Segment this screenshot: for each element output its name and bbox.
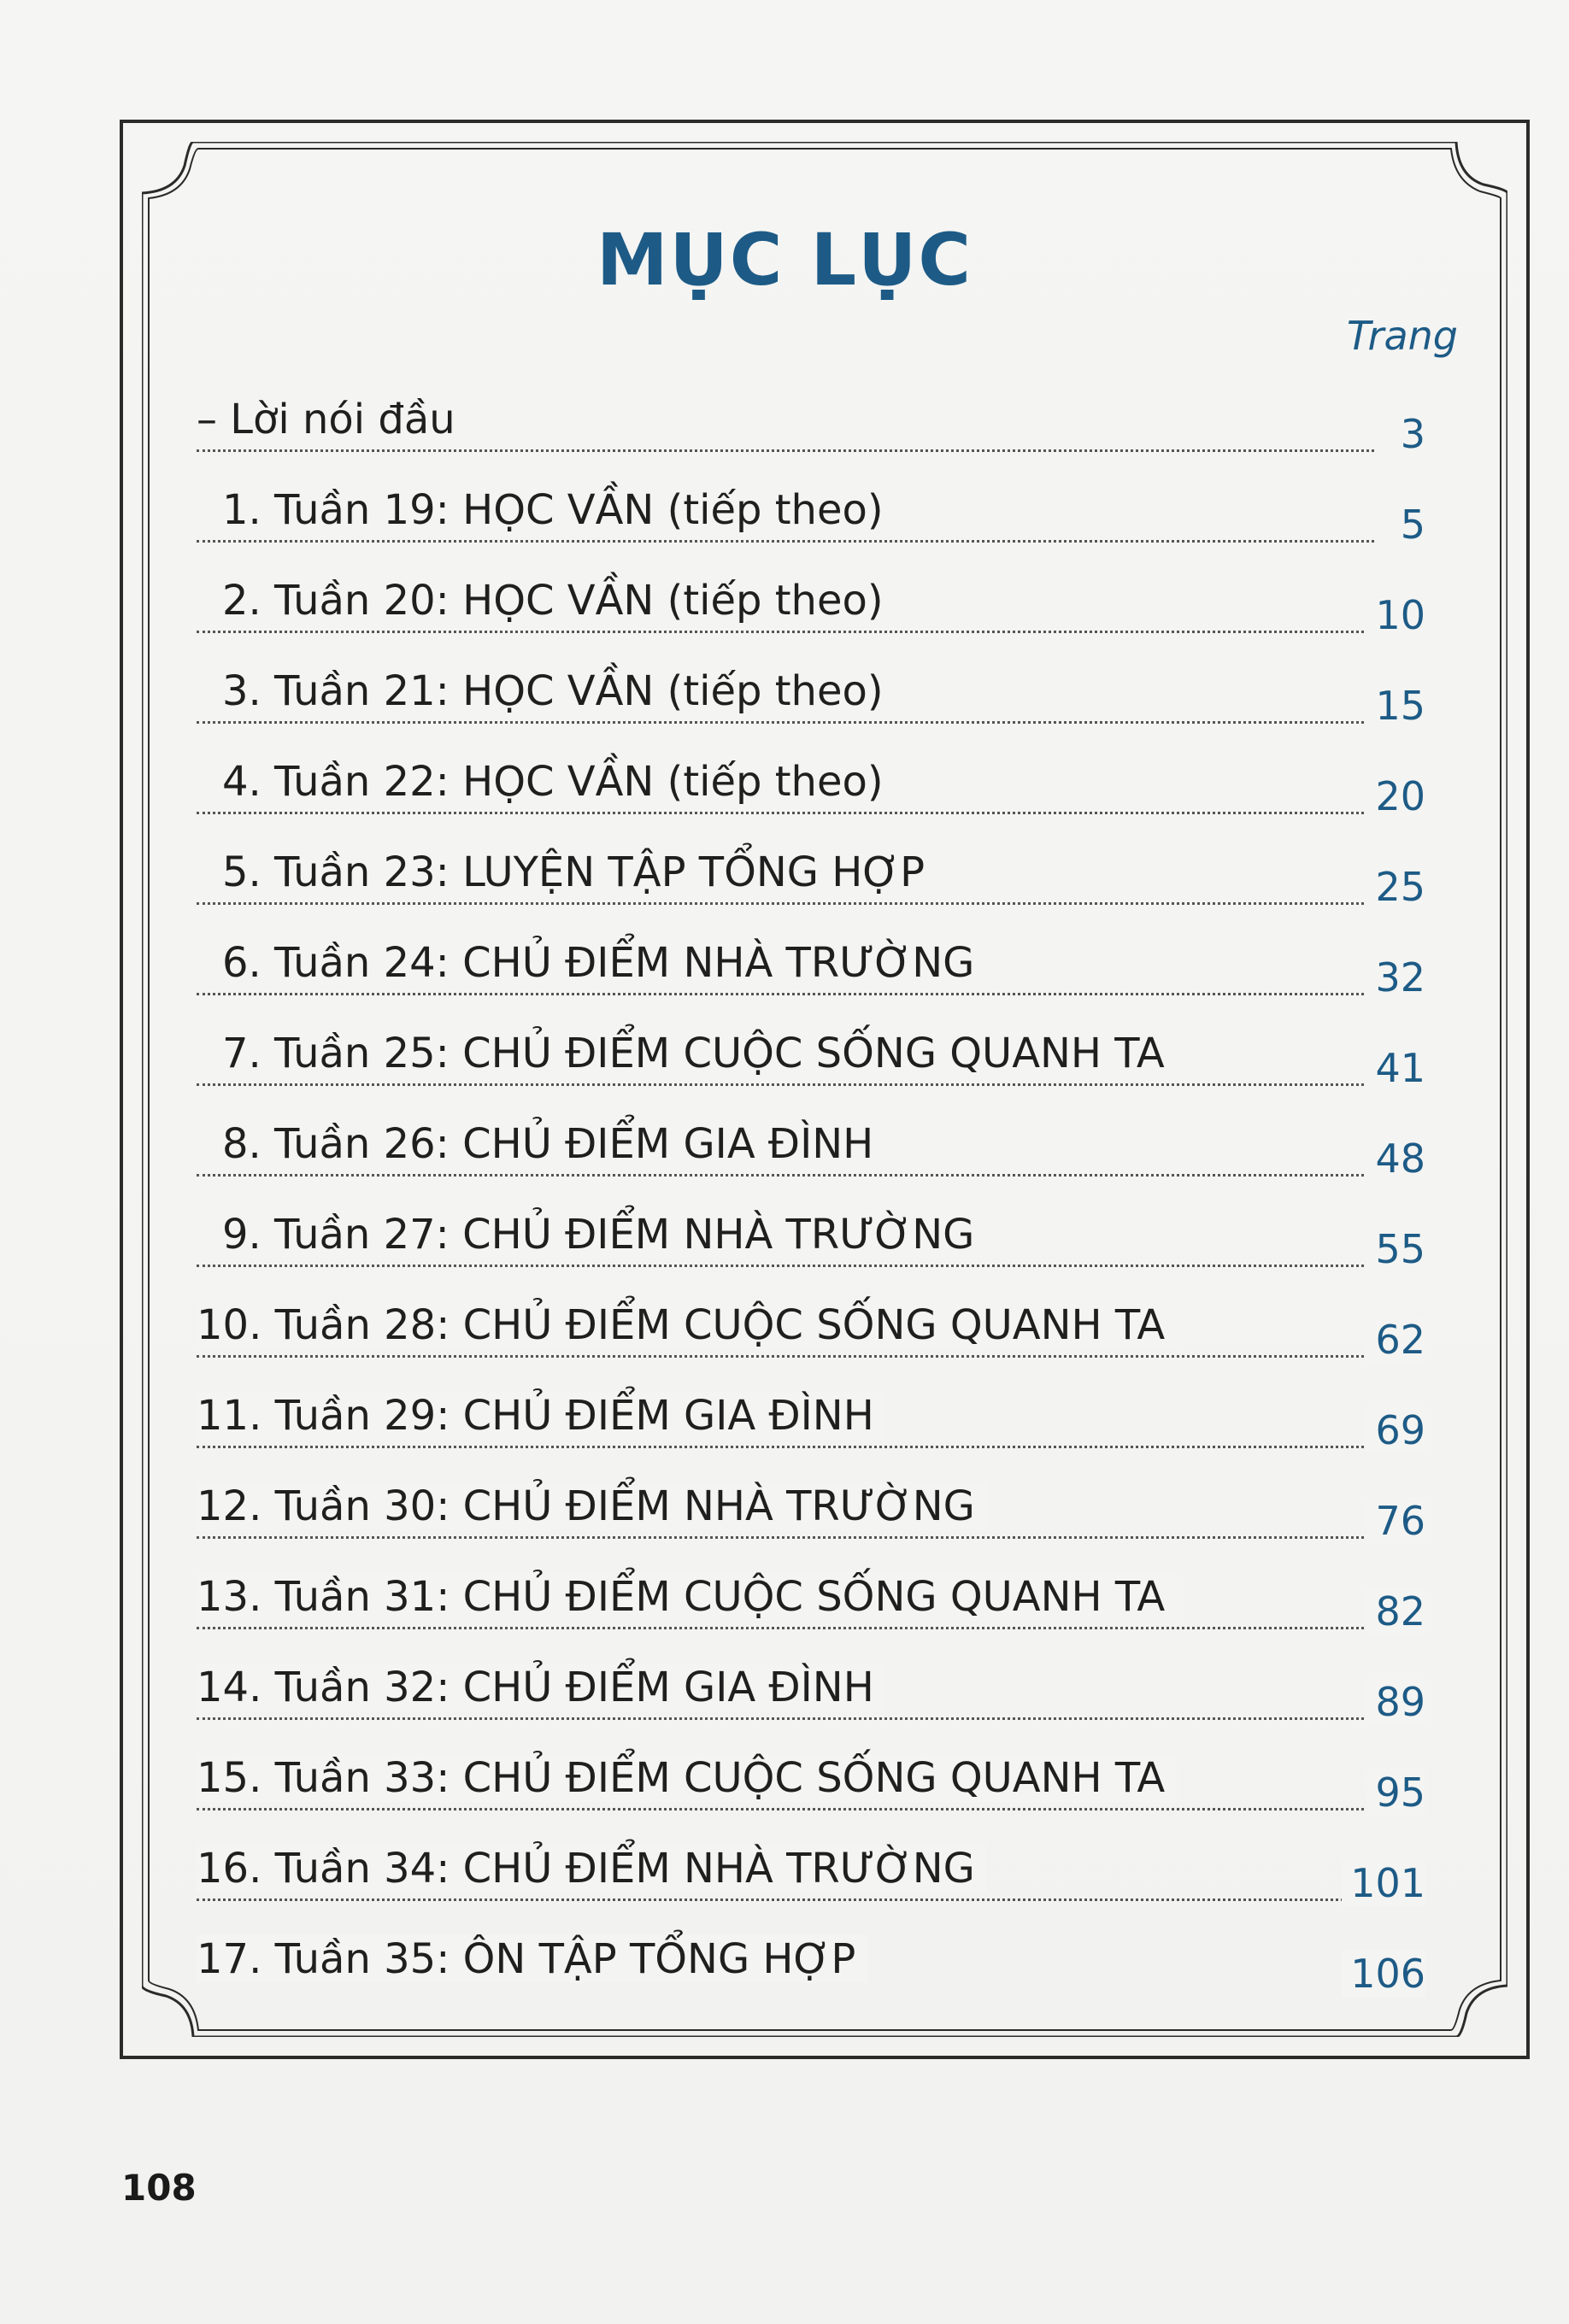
toc-entry-label: 17. Tuần 35: ÔN TẬP TỔNG HỢP (197, 1935, 867, 1983)
toc-entry-label: 1. Tuần 19: HỌC VẦN (tiếp theo) (222, 486, 896, 534)
toc-entry-label: 14. Tuần 32: CHỦ ĐIỂM GIA ĐÌNH (197, 1664, 886, 1711)
toc-entry-label: 8. Tuần 26: CHỦ ĐIỂM GIA ĐÌNH (222, 1120, 885, 1168)
toc-entry-page: 101 (1342, 1860, 1425, 1906)
toc-entry-label: – Lời nói đầu (197, 396, 467, 443)
toc-entry (197, 932, 1425, 1001)
leader-dots (197, 1174, 1374, 1177)
toc-entry-page: 89 (1366, 1679, 1425, 1725)
toc-entry-page: 48 (1366, 1136, 1425, 1182)
toc-entry-label: 9. Tuần 27: CHỦ ĐIỂM NHÀ TRƯỜNG (222, 1211, 986, 1259)
toc-entry-label: 2. Tuần 20: HỌC VẦN (tiếp theo) (222, 577, 896, 625)
toc-entry-label: 16. Tuần 34: CHỦ ĐIỂM NHÀ TRƯỜNG (197, 1845, 987, 1893)
toc-entry-page: 55 (1366, 1226, 1425, 1272)
toc-entry-label: 12. Tuần 30: CHỦ ĐIỂM NHÀ TRƯỜNG (197, 1482, 987, 1530)
toc-entry-label: 4. Tuần 22: HỌC VẦN (tiếp theo) (222, 758, 896, 806)
toc-entry-label: 15. Tuần 33: CHỦ ĐIỂM CUỘC SỐNG QUANH TA (197, 1754, 1177, 1802)
toc-entry-page: 32 (1366, 954, 1425, 1001)
toc-entry (197, 1385, 1425, 1453)
toc-entry-page: 76 (1366, 1498, 1425, 1544)
page-number: 108 (121, 2167, 197, 2209)
toc-entry (197, 1113, 1425, 1182)
toc-entry (197, 1566, 1425, 1634)
toc-entry-page: 20 (1366, 773, 1425, 819)
toc-entry-page: 41 (1366, 1045, 1425, 1091)
leader-dots (197, 902, 1374, 905)
toc-entry-page: 15 (1366, 683, 1425, 729)
leader-dots (197, 631, 1374, 633)
toc-entry-label: 5. Tuần 23: LUYỆN TẬP TỔNG HỢP (222, 848, 937, 896)
toc-entry (197, 570, 1425, 638)
leader-dots (197, 1536, 1374, 1539)
toc-entry (197, 1657, 1425, 1725)
leader-dots (197, 449, 1374, 452)
leader-dots (197, 540, 1374, 543)
toc-entry-page: 25 (1366, 864, 1425, 910)
toc-entry-label: 7. Tuần 25: CHỦ ĐIỂM CUỘC SỐNG QUANH TA (222, 1030, 1177, 1077)
toc-entry (197, 751, 1425, 819)
toc-entry (197, 1476, 1425, 1544)
page-column-header: Trang (1347, 313, 1458, 359)
toc-entry-page: 62 (1366, 1317, 1425, 1363)
leader-dots (197, 1717, 1374, 1720)
toc-entry-page: 3 (1392, 411, 1425, 457)
toc-entry (197, 389, 1425, 457)
leader-dots (197, 1446, 1374, 1448)
leader-dots (197, 1265, 1374, 1267)
leader-dots (197, 812, 1374, 814)
toc-entry-page: 69 (1366, 1407, 1425, 1453)
toc-entry (197, 842, 1425, 910)
toc-entry-label: 11. Tuần 29: CHỦ ĐIỂM GIA ĐÌNH (197, 1392, 886, 1440)
leader-dots (197, 1083, 1374, 1086)
toc-entry (197, 1023, 1425, 1091)
toc-entry-label: 10. Tuần 28: CHỦ ĐIỂM CUỘC SỐNG QUANH TA (197, 1301, 1177, 1349)
leader-dots (197, 1627, 1374, 1629)
toc-entry (197, 1294, 1425, 1363)
leader-dots (197, 1808, 1374, 1810)
toc-entry-page: 82 (1366, 1588, 1425, 1634)
leader-dots (197, 721, 1374, 724)
toc-entry (197, 479, 1425, 548)
toc-entry (197, 1838, 1425, 1906)
toc-entry-page: 106 (1342, 1951, 1425, 1997)
toc-entry-label: 13. Tuần 31: CHỦ ĐIỂM CUỘC SỐNG QUANH TA (197, 1573, 1177, 1621)
toc-entry-page: 10 (1366, 592, 1425, 638)
toc-entry (197, 1928, 1425, 1997)
leader-dots (197, 993, 1374, 995)
toc-entry (197, 1204, 1425, 1272)
toc-entry-page: 5 (1392, 502, 1425, 548)
toc-entry-label: 3. Tuần 21: HỌC VẦN (tiếp theo) (222, 667, 896, 715)
toc-entry-label: 6. Tuần 24: CHỦ ĐIỂM NHÀ TRƯỜNG (222, 939, 986, 987)
toc-entry (197, 660, 1425, 729)
toc-entry (197, 1747, 1425, 1816)
page-title: MỤC LỤC (596, 218, 973, 302)
leader-dots (197, 1899, 1374, 1901)
leader-dots (197, 1355, 1374, 1358)
toc-entry-page: 95 (1366, 1769, 1425, 1816)
